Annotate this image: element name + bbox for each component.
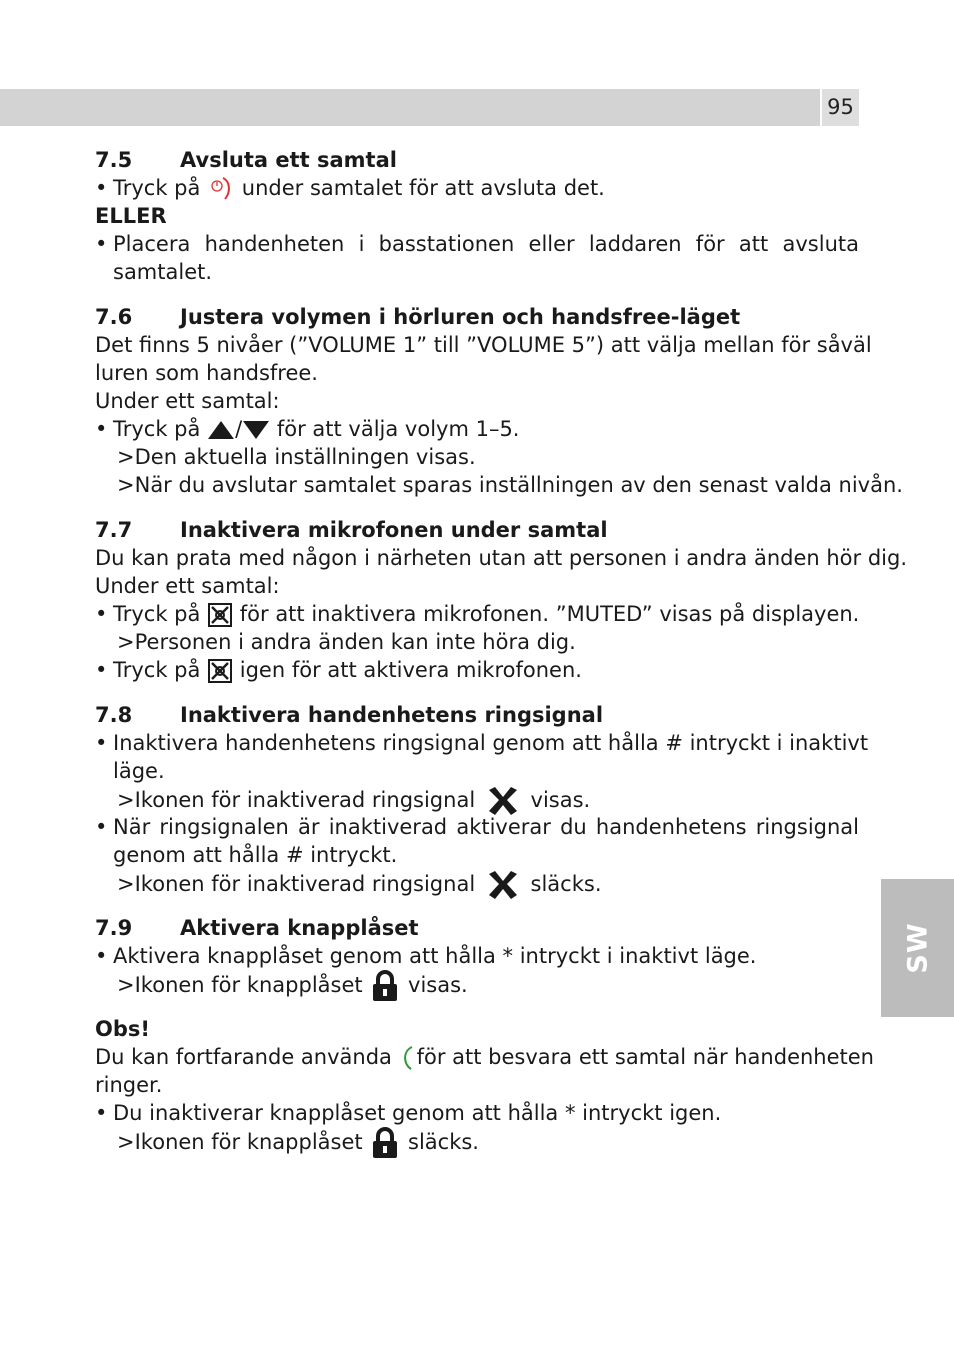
or-label: ELLER — [95, 204, 167, 228]
bullet-place-handset: • Placera handenheten i basstationen eller laddaren för att avsluta — [95, 230, 859, 258]
keylock-icon — [371, 1127, 399, 1159]
language-tab-label: SW — [902, 922, 933, 974]
section-heading-7-5: 7.5 Avsluta ett samtal — [95, 148, 397, 172]
bullet-volume: • Tryck på / för att välja volym 1–5. — [95, 415, 859, 443]
result-keylock-icon-cleared: > Ikonen för knapplåset släcks. — [95, 1127, 859, 1155]
mute-icon — [207, 658, 233, 684]
result-ringer-off-icon-shown: > Ikonen för inaktiverad ringsignal visas. — [95, 785, 859, 813]
result-setting-shown: > Den aktuella inställningen visas. — [95, 443, 859, 471]
ringer-off-icon — [486, 869, 520, 901]
bullet-mute: • Tryck på för att inaktivera mikrofonen. ”MUTED” visas på displayen. — [95, 600, 859, 628]
section-heading-7-7: 7.7 Inaktivera mikrofonen under samtal — [95, 518, 608, 542]
bullet-ringer-on-cont: genom att hålla # intryckt. — [113, 843, 398, 867]
paragraph-during-call: Under ett samtal: — [95, 389, 280, 413]
note-paragraph-1: Du kan fortfarande använda för att besvara ett samtal när handenheten — [95, 1043, 859, 1071]
bullet-keylock-off: • Du inaktiverar knapplåset genom att hålla * intryckt igen. — [95, 1099, 859, 1127]
result-setting-saved: > När du avslutar samtalet sparas inställningen av den senast valda nivån. — [95, 471, 859, 499]
section-heading-7-9: 7.9 Aktivera knapplåset — [95, 916, 419, 940]
page-number: 95 — [822, 89, 859, 126]
note-heading: Obs! — [95, 1017, 150, 1041]
manual-content — [95, 146, 907, 1155]
paragraph-volume-1: Det finns 5 nivåer (”VOLUME 1” till ”VOLUME 5”) att välja mellan för såväl — [95, 333, 872, 357]
mute-icon — [207, 602, 233, 628]
bullet-unmute: • Tryck på igen för att aktivera mikrofonen. — [95, 656, 859, 684]
section-heading-7-8: 7.8 Inaktivera handenhetens ringsignal — [95, 703, 604, 727]
paragraph-volume-2: luren som handsfree. — [95, 361, 318, 385]
answer-call-icon — [399, 1044, 417, 1072]
result-ringer-off-icon-cleared: > Ikonen för inaktiverad ringsignal släcks. — [95, 869, 859, 897]
arrow-up-icon — [207, 419, 235, 441]
result-muted: > Personen i andra änden kan inte höra dig. — [95, 628, 859, 656]
bullet-keylock-on: • Aktivera knapplåset genom att hålla * intryckt i inaktivt läge. — [95, 942, 859, 970]
end-call-icon — [207, 175, 235, 203]
paragraph-mute-1: Du kan prata med någon i närheten utan att personen i andra änden hör dig. — [95, 546, 907, 570]
keylock-icon — [371, 970, 399, 1002]
bullet-ringer-on: • När ringsignalen är inaktiverad aktiverar du handenhetens ringsignal — [95, 813, 859, 841]
arrow-down-icon — [242, 419, 270, 441]
section-heading-7-6: 7.6 Justera volymen i hörluren och handsfree-läget — [95, 305, 741, 329]
bullet-place-handset-cont: samtalet. — [113, 260, 213, 284]
note-paragraph-2: ringer. — [95, 1073, 163, 1097]
header-bar — [0, 89, 820, 126]
bullet-ringer-off-cont: läge. — [113, 759, 165, 783]
bullet-end-call: • Tryck på under samtalet för att avsluta det. — [95, 174, 859, 202]
paragraph-mute-2: Under ett samtal: — [95, 574, 280, 598]
bullet-ringer-off: • Inaktivera handenhetens ringsignal genom att hålla # intryckt i inaktivt — [95, 729, 859, 757]
result-keylock-icon-shown: > Ikonen för knapplåset visas. — [95, 970, 859, 998]
language-tab — [881, 879, 954, 1017]
